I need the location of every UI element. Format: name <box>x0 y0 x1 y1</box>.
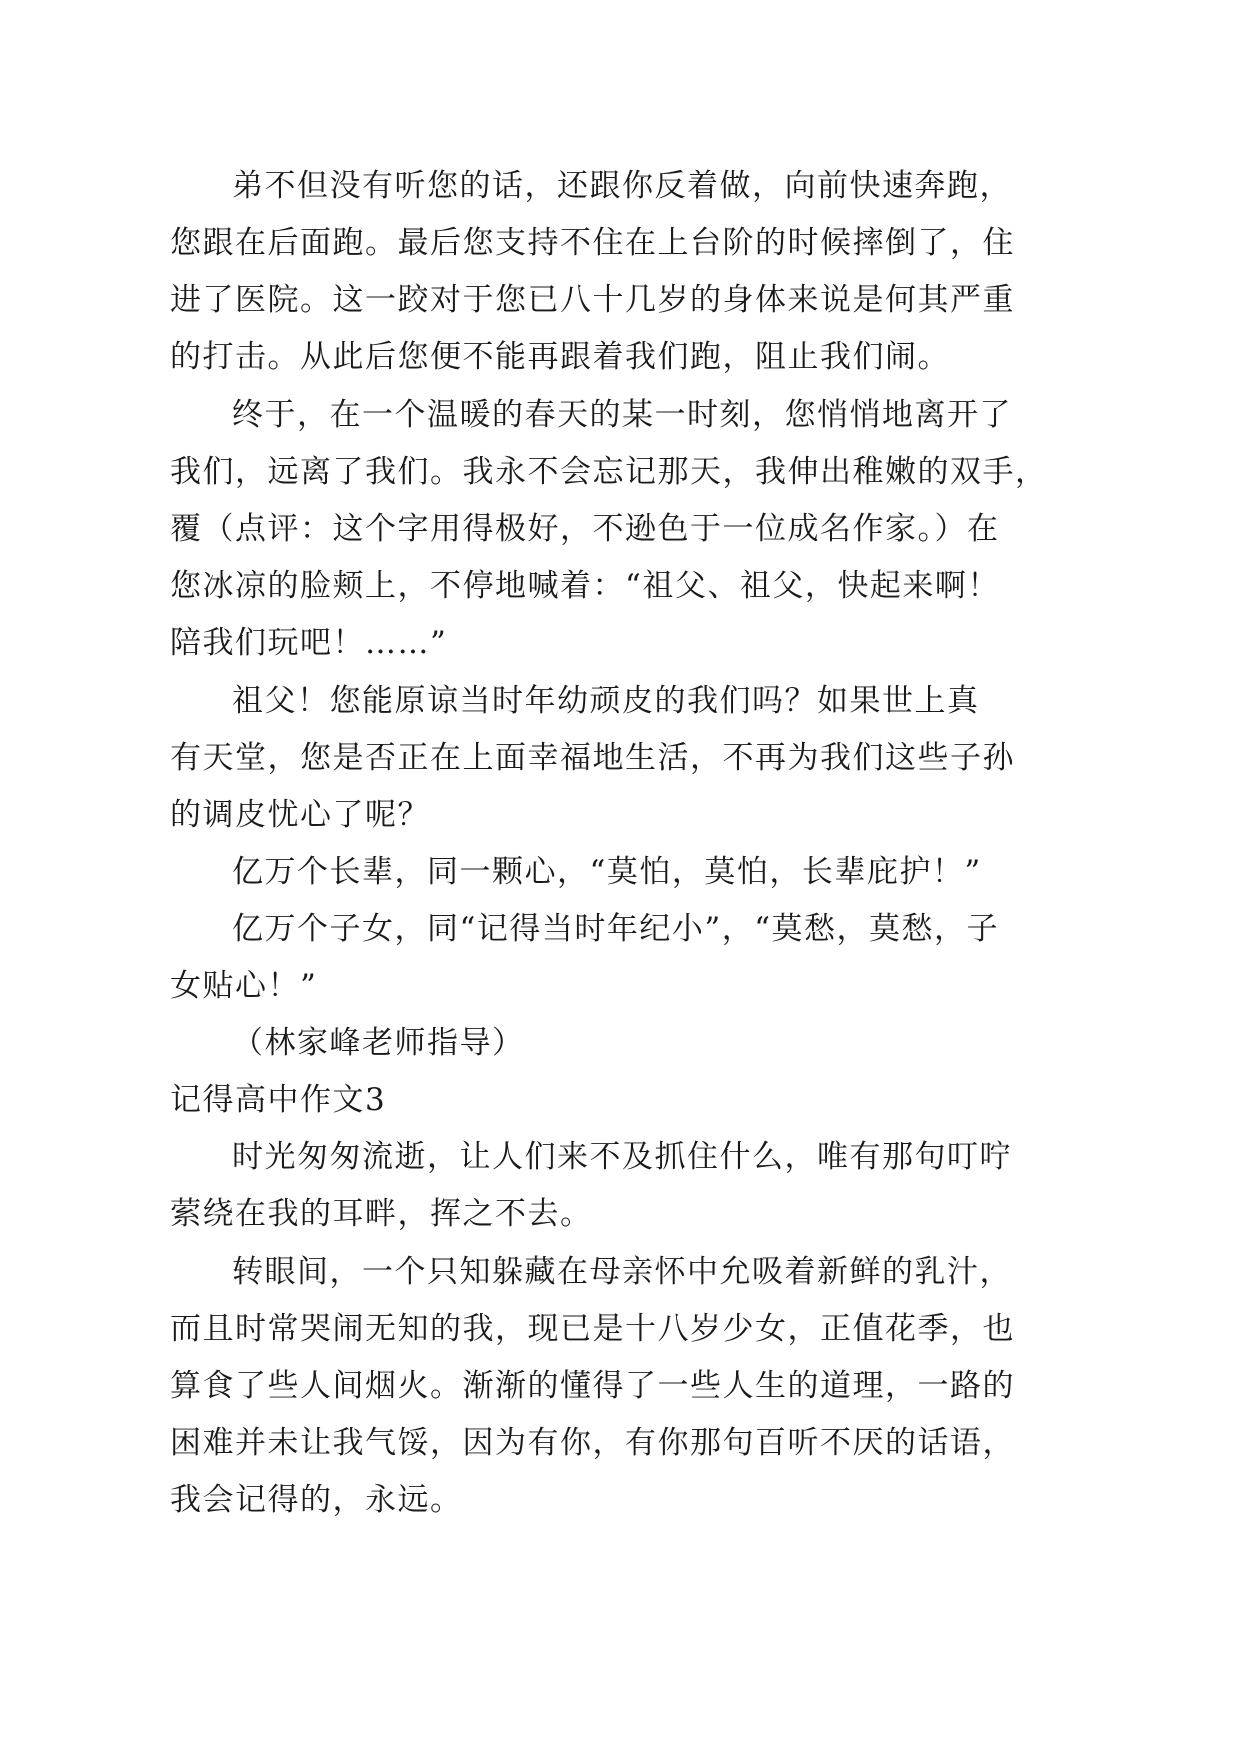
text-line: 而且时常哭闹无知的我，现已是十八岁少女，正值花季，也 <box>170 1311 1015 1347</box>
text-line: 覆（点评：这个字用得极好，不逊色于一位成名作家。）在 <box>170 511 1000 547</box>
text-line: 进了医院。这一跤对于您已八十几岁的身体来说是何其严重 <box>170 282 1015 318</box>
text-line: 女贴心！” <box>170 968 318 1004</box>
text-line: 弟不但没有听您的话，还跟你反着做，向前快速奔跑， <box>232 168 1012 204</box>
text-line: 您跟在后面跑。最后您支持不住在上台阶的时候摔倒了，住 <box>170 225 1015 261</box>
text-line: 困难并未让我气馁，因为有你，有你那句百听不厌的话语， <box>170 1425 1015 1461</box>
text-line: 转眼间，一个只知躲藏在母亲怀中允吸着新鲜的乳汁， <box>232 1254 1012 1290</box>
text-line: 萦绕在我的耳畔，挥之不去。 <box>170 1196 593 1232</box>
text-line: 的打击。从此后您便不能再跟着我们跑，阻止我们闹。 <box>170 339 950 375</box>
text-line: 算食了些人间烟火。渐渐的懂得了一些人生的道理，一路的 <box>170 1368 1015 1404</box>
text-line: 有天堂，您是否正在上面幸福地生活，不再为我们这些子孙 <box>170 740 1015 776</box>
text-line: 终于，在一个温暖的春天的某一时刻，您悄悄地离开了 <box>232 397 1012 433</box>
text-line: 我们，远离了我们。我永不会忘记那天，我伸出稚嫩的双手， <box>170 454 1048 490</box>
text-line: 时光匆匆流逝，让人们来不及抓住什么，唯有那句叮咛 <box>232 1139 1012 1175</box>
text-line: 我会记得的，永远。 <box>170 1482 463 1518</box>
text-line: 亿万个长辈，同一颗心，“莫怕，莫怕，长辈庇护！” <box>232 854 982 890</box>
text-line: 的调皮忧心了呢？ <box>170 797 430 833</box>
text-line: 陪我们玩吧！……” <box>170 625 448 661</box>
attribution: （林家峰老师指导） <box>232 1025 525 1061</box>
text-line: 您冰凉的脸颊上，不停地喊着：“祖父、祖父，快起来啊！ <box>170 568 1000 604</box>
text-line: 亿万个子女，同“记得当时年纪小”，“莫愁，莫愁，子 <box>232 911 1000 947</box>
text-line: 祖父！您能原谅当时年幼顽皮的我们吗？如果世上真 <box>232 683 980 719</box>
section-heading: 记得高中作文3 <box>170 1082 387 1118</box>
